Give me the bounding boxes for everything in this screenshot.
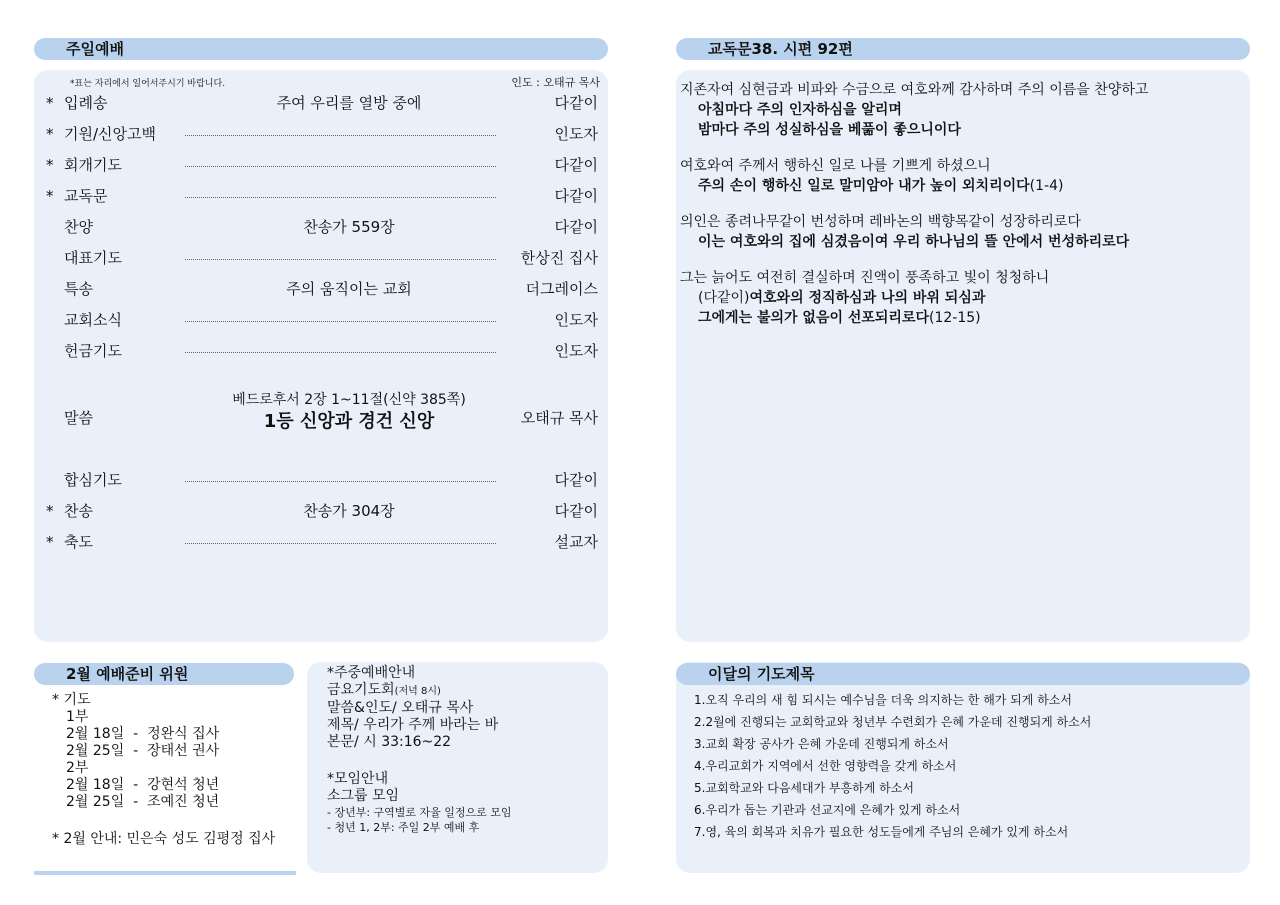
dotted-leader [185, 197, 496, 198]
order-detail: 찬송가 559장 [303, 218, 395, 236]
friday-time: (저녁 8시) [394, 686, 441, 697]
standing-mark: * [46, 502, 54, 520]
order-responsible: 인도자 [554, 125, 598, 143]
prayer-item: 5.교회학교와 다음세대가 부흥하게 하소서 [694, 781, 914, 795]
order-label: 합심기도 [64, 471, 122, 489]
order-row [34, 308, 608, 332]
order-label: 기원/신앙고백 [64, 125, 156, 143]
prayer-item: 3.교회 확장 공사가 은혜 가운데 진행되게 하소서 [694, 737, 949, 751]
weekly-line: 제목/ 우리가 주께 바라는 바 [327, 717, 499, 733]
prep-line: 2월 25일 - 장태선 권사 [66, 743, 220, 759]
order-label: 헌금기도 [64, 342, 122, 360]
standing-note: *표는 자리에서 일어서주시기 바랍니다. [70, 79, 226, 89]
psalm-verse-ref: (12-15) [929, 310, 981, 326]
dotted-leader [185, 543, 496, 544]
order-responsible: 다같이 [554, 471, 598, 489]
prayer-header-title: 이달의 기도제목 [708, 665, 815, 683]
meeting-item: - 청년 1, 2부: 주일 2부 예배 후 [327, 821, 480, 834]
weekly-line: 말씀&인도/ 오태규 목사 [327, 700, 474, 716]
order-row [34, 122, 608, 146]
prep-header [34, 663, 294, 685]
reading-panel [676, 70, 1250, 642]
dotted-leader [185, 321, 496, 322]
prayer-item: 4.우리교회가 지역에서 선한 영향력을 갖게 하소서 [694, 759, 957, 773]
order-responsible: 한상진 집사 [520, 249, 598, 267]
order-label: 회개기도 [64, 156, 122, 174]
reading-header [676, 38, 1250, 60]
order-label: 입례송 [64, 94, 108, 112]
order-responsible: 다같이 [554, 187, 598, 205]
order-row [34, 153, 608, 177]
order-detail: 주의 움직이는 교회 [286, 280, 412, 298]
dotted-leader [185, 259, 496, 260]
prep-line: 1부 [66, 709, 89, 725]
prayer-list [694, 689, 1091, 843]
worship-leader: 인도 : 오태규 목사 [511, 76, 600, 89]
dotted-leader [185, 481, 496, 482]
prayer-header [676, 663, 1250, 685]
order-label: 교회소식 [64, 311, 122, 329]
dotted-leader [185, 352, 496, 353]
order-row [34, 246, 608, 270]
sermon-preacher: 오태규 목사 [520, 409, 598, 427]
prayer-item: 2.2월에 진행되는 교회학교와 청년부 수련회가 은혜 가운데 진행되게 하소서 [694, 715, 1092, 729]
psalm-line: 의인은 종려나무같이 번성하며 레바논의 백향목같이 성장하리로다 [680, 214, 1081, 230]
sermon-label: 말씀 [64, 409, 93, 427]
psalm-line: 그는 늙어도 여전히 결실하며 진액이 풍족하고 빛이 청청하니 [680, 270, 1050, 286]
sermon-reference: 베드로후서 2장 1~11절(신약 385쪽) [232, 392, 466, 408]
psalm-text [680, 80, 1244, 328]
meeting-item: - 장년부: 구역별로 자율 일정으로 모임 [327, 806, 512, 819]
order-responsible: 다같이 [554, 94, 598, 112]
order-row [34, 184, 608, 208]
order-responsible: 인도자 [554, 342, 598, 360]
psalm-paragraph [680, 268, 1244, 328]
psalm-response: 주의 손이 행하신 일로 말미암아 내가 높이 외치리이다 [698, 178, 1030, 194]
order-responsible: 인도자 [554, 311, 598, 329]
friday-prayer: 금요기도회 [327, 682, 395, 698]
order-responsible: 다같이 [554, 156, 598, 174]
standing-mark: * [46, 125, 54, 143]
meeting-title: *모임안내 [327, 771, 389, 787]
order-label: 교독문 [64, 187, 108, 205]
prayer-item: 6.우리가 돕는 기관과 선교지에 은혜가 있게 하소서 [694, 803, 961, 817]
psalm-together: (다같이) [698, 290, 750, 306]
dotted-leader [185, 135, 496, 136]
order-responsible: 더그레이스 [525, 280, 598, 298]
weekly-title: *주중예배안내 [327, 665, 416, 681]
order-row [34, 468, 608, 492]
prep-line: 2월 18일 - 강현석 청년 [66, 777, 220, 793]
order-row [34, 530, 608, 554]
psalm-response: 그에게는 불의가 없음이 선포되리로다 [698, 310, 930, 326]
reading-header-title: 교독문38. 시편 92편 [708, 40, 853, 58]
order-row [34, 91, 608, 115]
prep-header-title: 2월 예배준비 위원 [66, 665, 189, 683]
order-row [34, 339, 608, 363]
order-detail: 주여 우리를 열방 중에 [276, 94, 422, 112]
psalm-verse-ref: (1-4) [1029, 178, 1064, 194]
psalm-line: 지존자여 심현금과 비파와 수금으로 여호와께 감사하며 주의 이름을 찬양하고 [680, 82, 1149, 98]
order-label: 특송 [64, 280, 93, 298]
psalm-response: 밤마다 주의 성실하심을 베풂이 좋으니이다 [698, 122, 961, 138]
standing-mark: * [46, 156, 54, 174]
standing-mark: * [46, 94, 54, 112]
prep-guide: * 2월 안내: 민은숙 성도 김평정 집사 [52, 831, 276, 847]
worship-panel [34, 70, 608, 642]
order-label: 찬송 [64, 502, 93, 520]
order-responsible: 설교자 [554, 533, 598, 551]
weekly-info [327, 665, 512, 835]
standing-mark: * [46, 533, 54, 551]
dotted-leader [185, 166, 496, 167]
prep-list [52, 692, 275, 848]
sermon-title: 1등 신앙과 경건 신앙 [263, 411, 435, 432]
standing-mark: * [46, 187, 54, 205]
prep-line: 2월 25일 - 조예진 청년 [66, 794, 220, 810]
prayer-item: 7.영, 육의 회복과 치유가 필요한 성도들에게 주님의 은혜가 있게 하소서 [694, 825, 1069, 839]
psalm-paragraph [680, 212, 1244, 252]
prep-line: 2부 [66, 760, 89, 776]
worship-header [34, 38, 608, 60]
order-row [34, 499, 608, 523]
psalm-paragraph [680, 156, 1244, 196]
prep-line: * 기도 [52, 692, 91, 708]
weekly-panel [307, 662, 608, 873]
prep-underline [34, 871, 296, 875]
psalm-paragraph [680, 80, 1244, 140]
weekly-line: 본문/ 시 33:16~22 [327, 734, 452, 750]
order-label: 찬양 [64, 218, 93, 236]
psalm-response: 여호와의 정직하심과 나의 바위 되심과 [749, 290, 986, 306]
order-responsible: 다같이 [554, 502, 598, 520]
psalm-line: 여호와여 주께서 행하신 일로 나를 기쁘게 하셨으니 [680, 158, 991, 174]
meeting-name: 소그룹 모임 [327, 788, 400, 804]
psalm-response: 아침마다 주의 인자하심을 알리며 [698, 102, 902, 118]
order-label: 축도 [64, 533, 93, 551]
sermon-row [34, 392, 608, 438]
order-row [34, 215, 608, 239]
order-responsible: 다같이 [554, 218, 598, 236]
prayer-item: 1.오직 우리의 새 힘 되시는 예수님을 더욱 의지하는 한 해가 되게 하소서 [694, 693, 1072, 707]
order-row [34, 277, 608, 301]
psalm-response: 이는 여호와의 집에 심겼음이여 우리 하나님의 뜰 안에서 번성하리로다 [698, 234, 1130, 250]
worship-header-title: 주일예배 [66, 40, 124, 58]
order-label: 대표기도 [64, 249, 122, 267]
prep-line: 2월 18일 - 정완식 집사 [66, 726, 220, 742]
order-detail: 찬송가 304장 [303, 502, 395, 520]
